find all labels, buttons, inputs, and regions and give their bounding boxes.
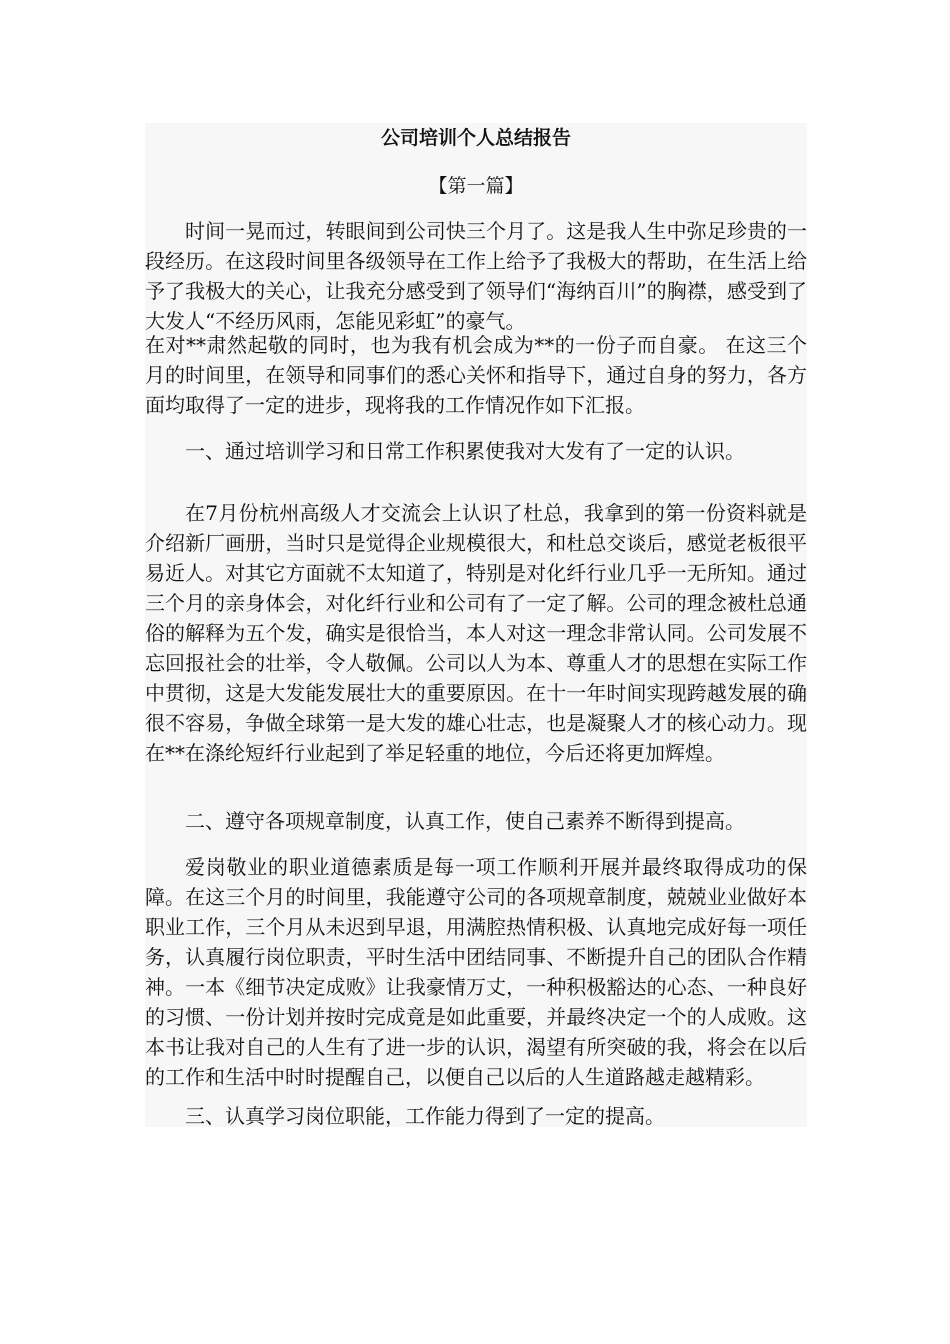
section-heading-3: 三、认真学习岗位职能，工作能力得到了一定的提高。 [185,1104,665,1128]
paragraph-company-understanding: 在7月份杭州高级人才交流会上认识了杜总，我拿到的第一份资料就是介绍新厂画册，当时只是觉得企业规模很大，和杜总交谈后，感觉老板很平易近人。对其它方面就不太知道了，特别是对化纤行业几乎一无所知。通过三个月的亲身体会，对化纤行业和公司有了一定了解。公司的理念被杜总通俗的解释为五个发，确实是很恰当，本人对这一理念非常认同。公司发展不忘回报社会的壮举，令人敬佩。公司以人为本、尊重人才的思想在实际工作中贯彻，这是大发能发展壮大的重要原因。在十一年时间实现跨越发展的确很不容易，争做全球第一是大发的雄心壮志，也是凝聚人才的核心动力。现在**在涤纶短纤行业起到了举足轻重的地位，今后还将更加辉煌。 [145,501,807,765]
document-page [145,123,807,1127]
paragraph-work-ethic: 爱岗敬业的职业道德素质是每一项工作顺利开展并最终取得成功的保障。在这三个月的时间里，我能遵守公司的各项规章制度，兢兢业业做好本职业工作，三个月从未迟到早退，用满腔热情积极、认真地完成好每一项任务，认真履行岗位职责，平时生活中团结同事、不断提升自己的团队合作精神。一本《细节决定成败》让我豪情万丈，一种积极豁达的心态、一种良好的习惯、一份计划并按时完成竟是如此重要，并最终决定一个的人成败。这本书让我对自己的人生有了进一步的认识，渴望有所突破的我，将会在以后的工作和生活中时时提醒自己，以便自己以后的人生道路越走越精彩。 [145,855,807,1089]
paragraph-intro: 时间一晃而过，转眼间到公司快三个月了。这是我人生中弥足珍贵的一段经历。在这段时间里各级领导在工作上给予了我极大的帮助，在生活上给予了我极大的关心，让我充分感受到了领导们“海纳百川”的胸襟，感受到了大发人“不经历风雨，怎能见彩虹”的豪气。 [145,219,807,333]
section-heading-2: 二、遵守各项规章制度，认真工作，使自己素养不断得到提高。 [185,809,745,833]
paragraph-pride: 在对**肃然起敬的同时，也为我有机会成为**的一份子而自豪。 在这三个月的时间里，在领导和同事们的悉心关怀和指导下，通过自身的努力，各方面均取得了一定的进步，现将我的工作情况作如下汇报。 [145,333,807,417]
document-title: 公司培训个人总结报告 [380,127,571,149]
section-heading-1: 一、通过培训学习和日常工作积累使我对大发有了一定的认识。 [185,439,745,463]
document-subtitle: 【第一篇】 [428,175,524,197]
